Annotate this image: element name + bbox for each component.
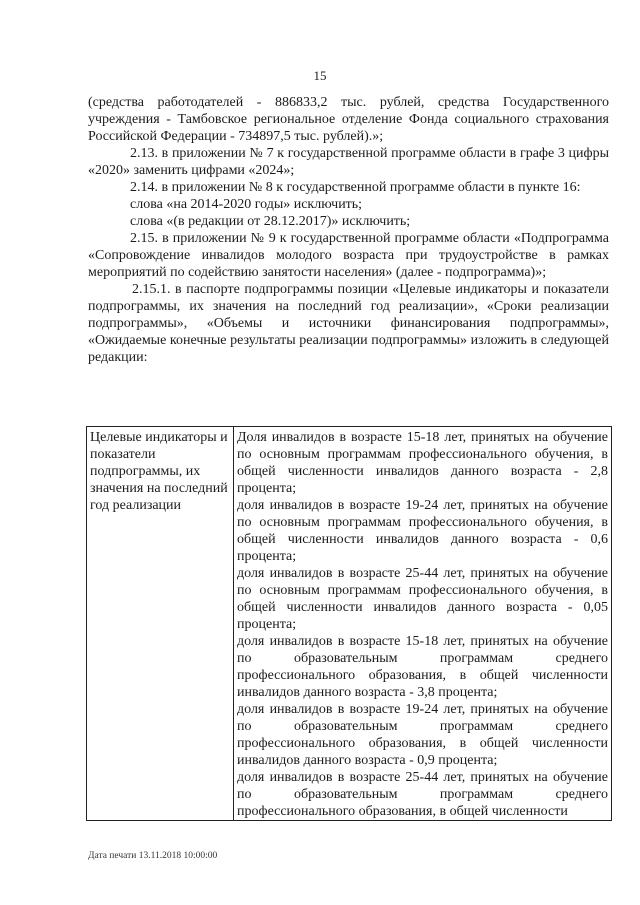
table-value-cell: [234, 427, 612, 821]
table-label-cell: Целевые индикаторы и показатели подпрограммы, их значения на последний год реализации: [87, 427, 234, 821]
paragraph-2-14: 2.14. в приложении № 8 к государственной программе области в пункте 16:: [130, 180, 581, 195]
paragraph-2-14-item-2: слова «(в редакции от 28.12.2017)» исключить;: [130, 214, 411, 229]
indicator-item: Доля инвалидов в возрасте 15-18 лет, принятых на обучение по основным программам профессионального обучения, в общей численности инвалидов данного возраста - 2,8 процента;: [237, 430, 608, 496]
paragraph-2-13: 2.13. в приложении № 7 к государственной программе области в графе 3 цифры «2020» заменить цифрами «2024»;: [88, 146, 609, 178]
table-row: [87, 427, 612, 821]
indicator-item: доля инвалидов в возрасте 25-44 лет, принятых на обучение по основным программам профессионального обучения, в общей численности инвалидов данного возраста - 0,05 процента;: [237, 566, 608, 632]
indicator-item: доля инвалидов в возрасте 25-44 лет, принятых на обучение по образовательным программам среднего профессионального образования, в общей численности: [237, 770, 608, 819]
page-number: 15: [313, 68, 327, 83]
indicator-item: доля инвалидов в возрасте 15-18 лет, принятых на обучение по образовательным программам среднего профессионального образования, в общей численности инвалидов данного возраста - 3,8 процента;: [237, 634, 608, 700]
indicator-item: доля инвалидов в возрасте 19-24 лет, принятых на обучение по образовательным программам среднего профессионального образования, в общей численности инвалидов данного возраста - 0,9 процента;: [237, 702, 608, 768]
indicator-item: доля инвалидов в возрасте 19-24 лет, принятых на обучение по основным программам профессионального обучения, в общей численности инвалидов данного возраста - 0,6 процента;: [237, 498, 608, 564]
passport-table: [86, 426, 612, 821]
paragraph-funding-sources: (средства работодателей - 886833,2 тыс. рублей, средства Государственного учреждения - Тамбовское региональное отделение Фонда социального страхования Российской Федерации - 734897,5 тыс. рублей).»;: [88, 95, 609, 144]
print-date: Дата печати 13.11.2018 10:00:00: [88, 851, 218, 861]
paragraph-2-15-1: 2.15.1. в паспорте подпрограммы позиции «Целевые индикаторы и показатели подпрограммы, их значения на последний год реализации», «Сроки реализации подпрограммы», «Объемы и источники финансирования подпрограммы», «Ожидаемые конечные результаты реализации подпрограммы» изложить в следующей редакции:: [88, 282, 609, 365]
paragraph-2-14-item-1: слова «на 2014-2020 годы» исключить;: [130, 197, 363, 212]
passport-table-wrapper: [86, 426, 612, 821]
paragraph-2-15: 2.15. в приложении № 9 к государственной программе области «Подпрограмма «Сопровождение инвалидов молодого возраста при трудоустройстве в рамках мероприятий по содействию занятости населения» (далее - подпрограмма)»;: [88, 231, 609, 280]
document-body: [88, 94, 609, 366]
